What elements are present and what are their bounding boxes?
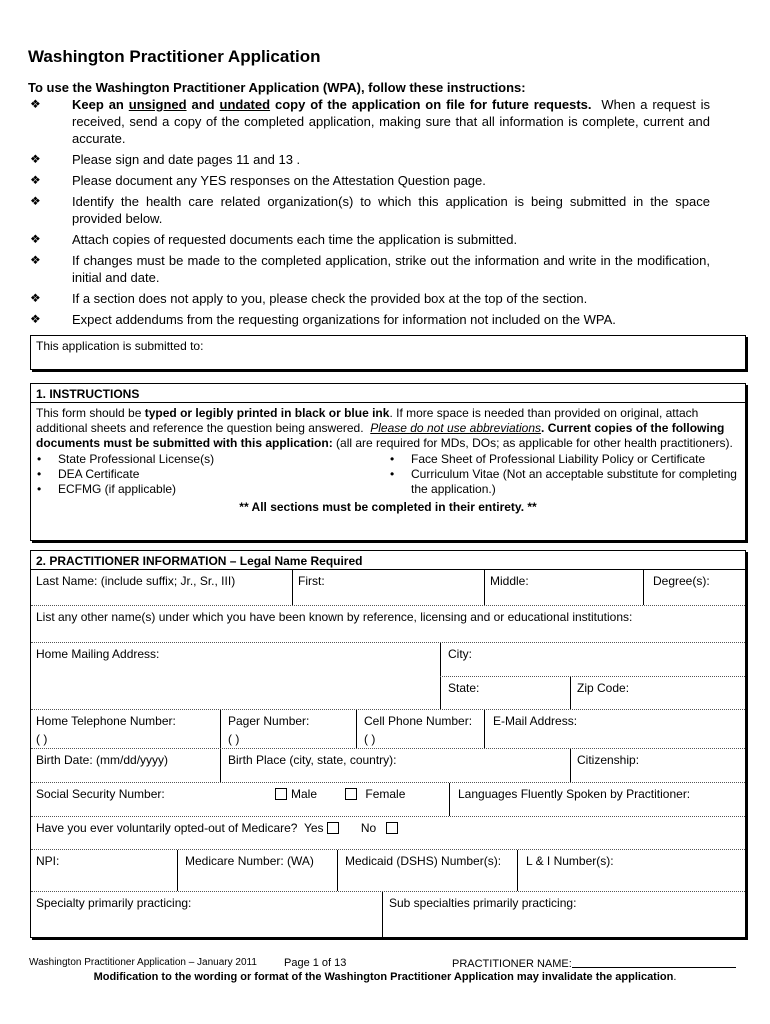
male-checkbox[interactable] [275,788,287,800]
bullet-text: Keep an unsigned and undated copy of the application on file for future requests. When a request is received, send a copy of the completed application, making sure that all information is complete, current and accurate. [72,97,710,146]
phone-row [31,710,745,749]
diamond-bullet-icon: ❖ [30,232,41,246]
city-field[interactable]: City: [440,643,745,676]
bullet-item [28,172,710,189]
bullet-text: If changes must be made to the completed application, strike out the information and write in the modification, initial and date. [72,253,710,285]
bullet-dot-icon: • [37,452,42,466]
bullet-text: Please document any YES responses on the Attestation Question page. [72,173,486,188]
ssn-row [31,783,745,817]
gender-choice [267,783,449,816]
section-heading: 1. INSTRUCTIONS [31,384,745,403]
home-mailing-address-field[interactable]: Home Mailing Address: [36,647,160,661]
medicare-optout-row [31,817,745,850]
languages-field[interactable]: Languages Fluently Spoken by Practitioner: [449,783,745,816]
state-field[interactable]: State: [440,677,570,709]
diamond-bullet-icon: ❖ [30,253,41,267]
medicare-optout-question: Have you ever voluntarily opted-out of Medicare? Yes No [31,817,745,849]
bullet-dot-icon: • [37,467,42,481]
last-name-field[interactable]: Last Name: (include suffix; Jr., Sr., III) [36,574,236,588]
diamond-bullet-icon: ❖ [30,97,41,111]
bullet-item [28,96,710,147]
diamond-bullet-icon: ❖ [30,291,41,305]
email-field[interactable]: E-Mail Address: [484,710,745,748]
practitioner-name-field[interactable] [572,957,736,968]
bullet-item [28,193,710,227]
other-names-field[interactable]: List any other name(s) under which you have been known by reference, licensing and or educational institutions: [36,610,633,624]
bullet-dot-icon: • [390,452,395,466]
degrees-field[interactable]: Degree(s): [643,570,745,605]
yes-checkbox[interactable] [327,822,339,834]
bullet-text: If a section does not apply to you, please check the provided box at the top of the section. [72,291,588,306]
middle-name-field[interactable]: Middle: [484,570,643,605]
no-label: No [360,821,377,835]
bullet-dot-icon: • [37,482,42,496]
required-documents [36,452,740,497]
pager-number-field[interactable]: Pager Number: ( ) [220,710,356,748]
yes-label: Yes [303,821,324,835]
ssn-field[interactable]: Social Security Number: [36,787,165,801]
bullet-dot-icon: • [390,467,395,481]
zip-code-field[interactable]: Zip Code: [570,677,745,709]
cell-phone-field[interactable]: Cell Phone Number: ( ) [356,710,484,748]
submitted-to-field[interactable] [30,335,746,370]
specialty-row [31,892,745,937]
bullet-text: Attach copies of requested documents each time the application is submitted. [72,232,518,247]
diamond-bullet-icon: ❖ [30,194,41,208]
page-title: Washington Practitioner Application [28,47,321,66]
footer-form-version: Washington Practitioner Application – January 2011 [29,957,257,968]
list-item: • State Professional License(s) [37,452,215,466]
documents-left [36,452,387,497]
birth-date-field[interactable]: Birth Date: (mm/dd/yyyy) [36,753,169,767]
list-item: • Face Sheet of Professional Liability Policy or Certificate [390,452,706,466]
list-item: • Curriculum Vitae (Not an acceptable substitute for completing the application.) [390,467,737,496]
male-label: Male [291,787,318,801]
identifier-row [31,850,745,892]
bullet-text: Identify the health care related organization(s) to which this application is being submitted in the space provided below. [72,194,710,226]
bullet-item [28,311,710,328]
practitioner-name-label: PRACTITIONER NAME: [452,957,736,970]
instruction-bullets [28,96,710,328]
birth-place-field[interactable]: Birth Place (city, state, country): [220,749,570,782]
subspecialties-field[interactable]: Sub specialties primarily practicing: [382,892,745,937]
address-row [31,643,745,710]
all-sections-note: ** All sections must be completed in their entirety. ** [239,500,537,514]
section-practitioner-info [30,550,746,938]
diamond-bullet-icon: ❖ [30,152,41,166]
medicaid-number-field[interactable]: Medicaid (DSHS) Number(s): [337,850,517,891]
bullet-text: Expect addendums from the requesting organizations for information not included on the WPA. [72,312,616,327]
modification-warning: Modification to the wording or format of the Washington Practitioner Application may invalidate the application. [93,971,677,983]
instructions-heading: To use the Washington Practitioner Application (WPA), follow these instructions: [28,80,526,95]
li-number-field[interactable]: L & I Number(s): [517,850,745,891]
npi-field[interactable]: NPI: [36,854,60,868]
other-names-row [31,606,745,643]
female-checkbox[interactable] [345,788,357,800]
section-heading: 2. PRACTITIONER INFORMATION – Legal Name Required [31,551,745,570]
first-name-field[interactable]: First: [292,570,484,605]
instructions-paragraph: This form should be typed or legibly printed in black or blue ink. If more space is needed than provided on original, attach additional sheets and reference the question being answered. Please do not use abbreviations. Current copies of the following documents must be submitted with this application: (all are required for MDs, DOs; as applicable for other health practitioners). [36,406,733,450]
bullet-item [28,252,710,286]
list-item: • ECFMG (if applicable) [37,482,177,496]
bullet-item [28,151,710,168]
female-label: Female [365,787,406,801]
medicare-number-field[interactable]: Medicare Number: (WA) [177,850,337,891]
section-instructions [30,383,746,541]
specialty-field[interactable]: Specialty primarily practicing: [36,896,192,910]
birth-row [31,749,745,783]
no-checkbox[interactable] [386,822,398,834]
diamond-bullet-icon: ❖ [30,312,41,326]
bullet-text: Please sign and date pages 11 and 13 . [72,152,301,167]
submitted-to-label: This application is submitted to: [36,339,204,353]
bullet-item [28,290,710,307]
diamond-bullet-icon: ❖ [30,173,41,187]
home-telephone-field[interactable]: Home Telephone Number: ( ) [36,714,176,746]
bullet-item [28,231,710,248]
section-body [31,403,745,518]
citizenship-field[interactable]: Citizenship: [570,749,745,782]
documents-right [387,452,740,497]
page-number: Page 1 of 13 [284,957,347,969]
list-item: • DEA Certificate [37,467,140,481]
name-row [31,570,745,606]
